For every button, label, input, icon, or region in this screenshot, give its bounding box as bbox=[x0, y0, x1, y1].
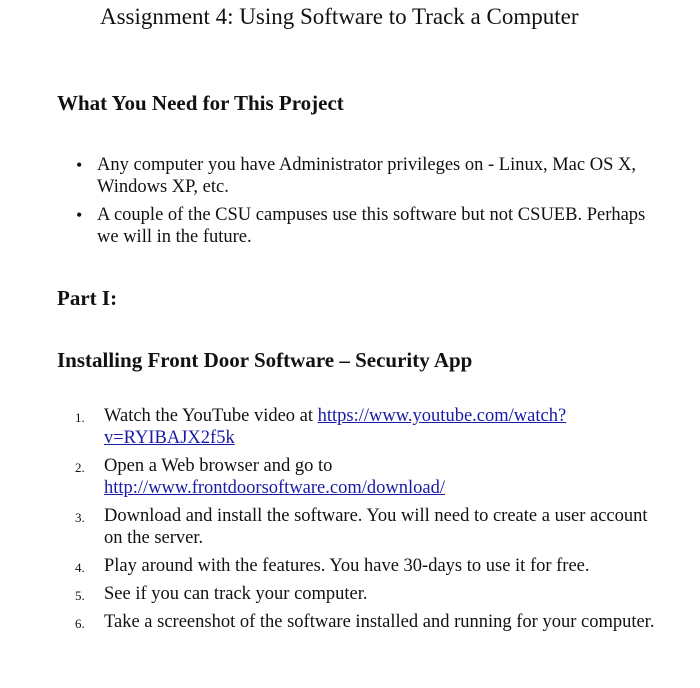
list-item bbox=[75, 405, 665, 449]
download-link[interactable]: http://www.frontdoorsoftware.com/download/ bbox=[104, 478, 445, 498]
step-text: See if you can track your computer. bbox=[104, 584, 368, 604]
requirements-list bbox=[70, 154, 660, 254]
bullet-icon: • bbox=[76, 155, 83, 175]
list-item bbox=[75, 611, 665, 633]
list-item bbox=[75, 455, 665, 499]
requirement-text: A couple of the CSU campuses use this software but not CSUEB. Perhaps we will in the future. bbox=[97, 205, 646, 247]
page-title: Assignment 4: Using Software to Track a Computer bbox=[100, 4, 579, 29]
requirement-text: Any computer you have Administrator privileges on - Linux, Mac OS X, Windows XP, etc. bbox=[97, 155, 636, 197]
step-number: 4. bbox=[75, 560, 85, 575]
list-item bbox=[75, 555, 665, 577]
step-text: Download and install the software. You will need to create a user account on the server. bbox=[104, 506, 648, 548]
step-text: Play around with the features. You have 30-days to use it for free. bbox=[104, 556, 590, 576]
list-item bbox=[75, 505, 665, 549]
section-heading-installing: Installing Front Door Software – Security App bbox=[57, 348, 473, 372]
step-number: 1. bbox=[75, 410, 85, 425]
step-number: 2. bbox=[75, 460, 85, 475]
youtube-link[interactable]: https://www.youtube.com/watch?v=RYIBAJX2f5k bbox=[104, 406, 567, 448]
step-number: 5. bbox=[75, 588, 85, 603]
step-text: Take a screenshot of the software installed and running for your computer. bbox=[104, 612, 655, 632]
list-item bbox=[75, 583, 665, 605]
list-item bbox=[70, 154, 660, 198]
steps-list bbox=[75, 405, 665, 639]
bullet-icon: • bbox=[76, 205, 83, 225]
step-text: Watch the YouTube video at bbox=[104, 406, 318, 426]
step-text: Open a Web browser and go to bbox=[104, 456, 333, 476]
section-heading-requirements: What You Need for This Project bbox=[57, 91, 344, 115]
step-number: 6. bbox=[75, 616, 85, 631]
list-item bbox=[70, 204, 660, 248]
step-number: 3. bbox=[75, 510, 85, 525]
part-heading: Part I: bbox=[57, 286, 118, 310]
